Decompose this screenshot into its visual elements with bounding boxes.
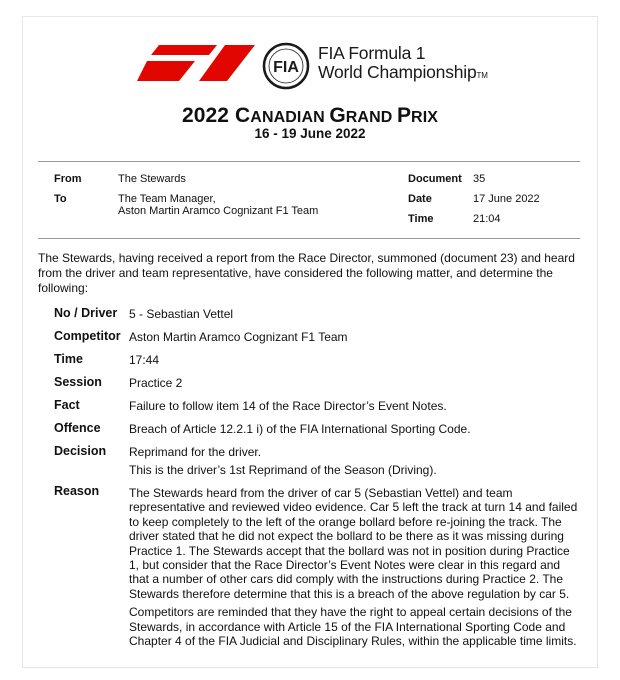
value-time: 17:44 bbox=[129, 353, 160, 367]
to-value-line-1: The Team Manager, bbox=[118, 193, 216, 205]
time-label: Time bbox=[408, 213, 434, 225]
value-offence: Breach of Article 12.2.1 i) of the FIA International Sporting Code. bbox=[129, 422, 471, 436]
brand-text bbox=[318, 44, 488, 85]
event-dates: 16 - 19 June 2022 bbox=[254, 126, 366, 141]
to-label: To bbox=[54, 193, 67, 205]
reason-paragraph-2: Competitors are reminded that they have the right to appeal certain decisions of the Stewards, in accordance with Article 15 of the FIA International Sporting Code and Chapter 4 of the FIA Judicial and Disciplinary Rules, within the applicable time limits. bbox=[129, 605, 577, 649]
value-decision bbox=[129, 445, 579, 478]
label-fact: Fact bbox=[54, 398, 80, 412]
f1-logo-f-bottom bbox=[137, 61, 195, 81]
fia-seal bbox=[262, 42, 310, 90]
value-reason bbox=[129, 486, 579, 648]
value-no-driver: 5 - Sebastian Vettel bbox=[129, 307, 234, 321]
document-value: 35 bbox=[473, 173, 486, 185]
header bbox=[0, 40, 620, 90]
from-value: The Stewards bbox=[118, 173, 186, 185]
date-label: Date bbox=[408, 193, 432, 205]
reason-paragraph-1: The Stewards heard from the driver of car 5 (Sebastian Vettel) and team representative and reviewed video evidence. Car 5 left the track at turn 14 and failed to keep completely to the left of the orange bollard before re-joining the track. The driver stated that he did not expect the bollard to be there as it was missing during Practice 1. The Stewards accept that the bollard was not in position during Practice 1, but consider that the Race Director’s Event Notes were clear in this regard and that a number of other cars did comply with the instructions during Practice 2. The Stewards therefore determine that this is a breach of the above regulation by car 5. bbox=[129, 486, 578, 601]
brand-line-1: FIA Formula 1 bbox=[318, 43, 426, 63]
fia-seal-text: FIA bbox=[273, 59, 299, 76]
label-session: Session bbox=[54, 375, 102, 389]
trademark-mark: TM bbox=[476, 71, 488, 80]
f1-logo bbox=[137, 45, 255, 81]
label-time: Time bbox=[54, 352, 83, 366]
divider-bottom bbox=[38, 238, 580, 239]
intro-paragraph: The Stewards, having received a report from the Race Director, summoned (document 23) and heard from the driver and team representative, have considered the following matter, and determine the following: bbox=[38, 251, 575, 295]
to-value-line-2: Aston Martin Aramco Cognizant F1 Team bbox=[118, 205, 319, 217]
label-offence: Offence bbox=[54, 421, 101, 435]
f1-logo-f-top bbox=[151, 45, 217, 55]
divider-top bbox=[38, 161, 580, 162]
decision-line-1: Reprimand for the driver. bbox=[129, 445, 262, 459]
decision-line-2: This is the driver’s 1st Reprimand of the Season (Driving). bbox=[129, 463, 437, 478]
document-title: 2022 CANADIAN GRAND PRIX bbox=[181, 104, 439, 127]
time-value: 21:04 bbox=[473, 213, 501, 225]
from-label: From bbox=[54, 173, 82, 185]
value-fact: Failure to follow item 14 of the Race Director’s Event Notes. bbox=[129, 399, 447, 413]
document-label: Document bbox=[408, 173, 462, 185]
label-competitor: Competitor bbox=[54, 329, 121, 343]
value-session: Practice 2 bbox=[129, 376, 183, 390]
brand-line-2: World ChampionshipTM bbox=[318, 62, 488, 82]
label-no-driver: No / Driver bbox=[54, 306, 118, 320]
label-reason: Reason bbox=[54, 484, 100, 498]
date-value: 17 June 2022 bbox=[473, 193, 540, 205]
value-competitor: Aston Martin Aramco Cognizant F1 Team bbox=[129, 330, 348, 344]
label-decision: Decision bbox=[54, 444, 107, 458]
